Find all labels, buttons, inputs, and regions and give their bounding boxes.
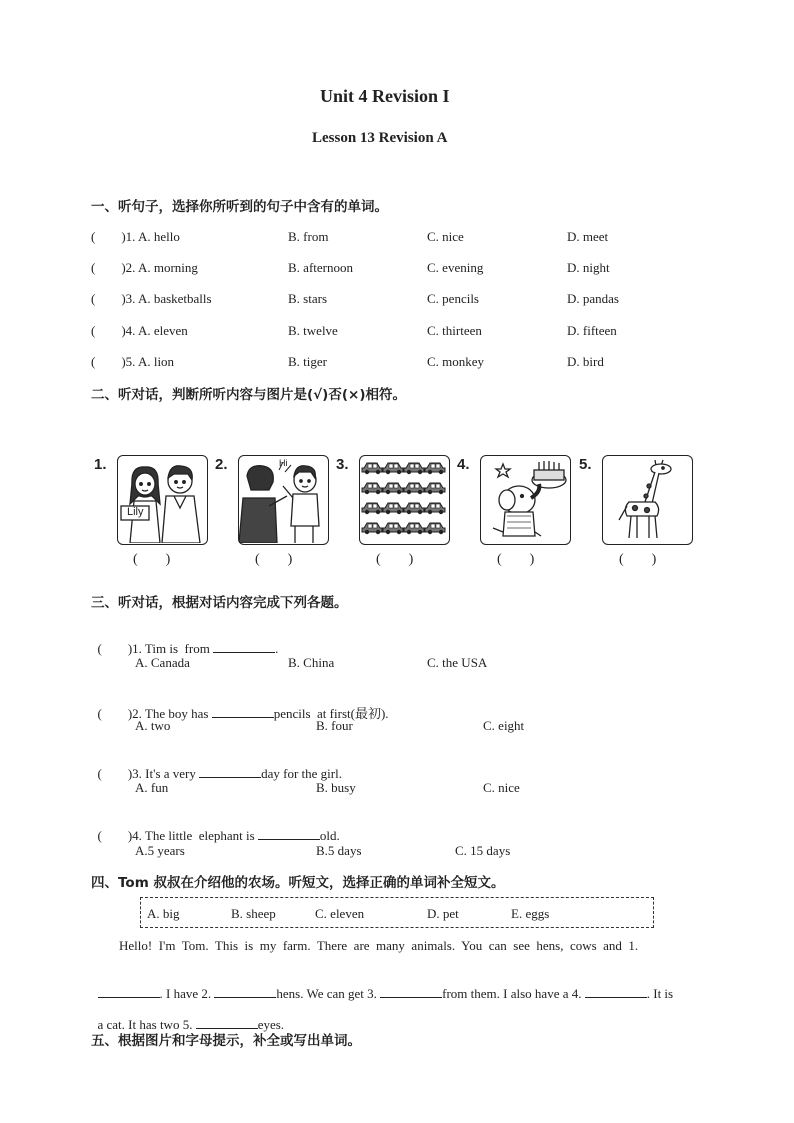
s1-q4-option-b: B. twelve [288, 323, 338, 338]
s1-q4-stem: ( )4. A. eleven [91, 323, 188, 338]
s3-q2-option-c: C. eight [483, 718, 525, 733]
passage-text-4: from them. I also have a 4. [442, 986, 585, 1001]
s1-q5-stem: ( )5. A. lion [91, 354, 175, 369]
section-1-heading: 一、听句子，选择你所听到的句子中含有的单词。 [91, 199, 388, 215]
section-3-heading: 三、听对话，根据对话内容完成下列各题。 [91, 595, 348, 611]
s3-question-4 [91, 811, 340, 844]
s3-question-3 [91, 749, 342, 782]
s3-q1-option-b: B. China [288, 655, 335, 670]
picture-4-number: 4. [457, 456, 470, 473]
s3-q3-stem-end: day for the girl. [261, 766, 342, 781]
s3-q2-option-b: B. four [316, 718, 353, 733]
s3-q1-option-a: A. Canada [135, 655, 190, 670]
picture-5 [602, 455, 693, 545]
s3-q3-option-b: B. busy [316, 780, 356, 795]
picture-2 [238, 455, 329, 545]
passage-line-2 [91, 969, 673, 1002]
s3-q2-stem: ( )2. The boy has [97, 706, 212, 721]
passage-blank-1[interactable] [98, 985, 160, 998]
passage-line-1: Hello! I'm Tom. This is my farm. There are many animals. You can see hens, cows and 1. [119, 938, 639, 953]
s3-q1-stem-end: . [275, 641, 279, 656]
s1-q1-option-d: D. meet [567, 229, 609, 244]
s1-q5-option-d: D. bird [567, 354, 604, 369]
word-bank-a: A. big [147, 906, 180, 921]
s3-q1-blank[interactable] [213, 640, 275, 653]
s3-question-1 [91, 624, 278, 657]
s1-q1-stem: ( )1. A. hello [91, 229, 180, 244]
giraffe-icon [603, 456, 691, 543]
picture-4-answer-paren: ( ) [497, 552, 535, 567]
s1-q2-option-c: C. evening [427, 260, 484, 275]
passage-blank-2[interactable] [214, 985, 276, 998]
s3-q1-option-c: C. the USA [427, 655, 488, 670]
picture-1-answer-paren: ( ) [133, 552, 171, 567]
s3-q3-option-c: C. nice [483, 780, 520, 795]
s1-q2-stem: ( )2. A. morning [91, 260, 198, 275]
s3-q4-option-a: A.5 years [135, 843, 185, 858]
word-bank-e: E. eggs [511, 906, 550, 921]
s1-q5-option-c: C. monkey [427, 354, 485, 369]
s1-q1-option-c: C. nice [427, 229, 464, 244]
s3-q2-stem-end: pencils at first(最初). [273, 706, 389, 721]
word-bank-d: D. pet [427, 906, 459, 921]
s1-q1-option-b: B. from [288, 229, 329, 244]
picture-2-answer-paren: ( ) [255, 552, 293, 567]
word-bank-c: C. eleven [315, 906, 365, 921]
s3-q2-blank[interactable] [212, 705, 274, 718]
passage-text-2: . I have 2. [159, 986, 215, 1001]
s3-q4-option-b: B.5 days [316, 843, 362, 858]
section-5-heading: 五、根据图片和字母提示，补全或写出单词。 [91, 1033, 361, 1049]
man-and-boy-greeting-icon [239, 456, 327, 543]
two-children-lily-sign-icon [118, 456, 206, 543]
picture-1-number: 1. [94, 456, 107, 473]
passage-text-5: . It is [646, 986, 674, 1001]
word-bank-b: B. sheep [231, 906, 276, 921]
s3-q4-stem-end: old. [319, 828, 340, 843]
picture-5-answer-paren: ( ) [619, 552, 657, 567]
picture-2-number: 2. [215, 456, 228, 473]
picture-3 [359, 455, 450, 545]
section-2-heading: 二、听对话，判断所听内容与图片是(√)否(×)相符。 [91, 387, 406, 403]
s3-q4-stem: ( )4. The little elephant is [97, 828, 258, 843]
passage-blank-3[interactable] [380, 985, 442, 998]
s1-q4-option-d: D. fifteen [567, 323, 617, 338]
s3-q2-option-a: A. two [135, 718, 171, 733]
s1-q3-option-b: B. stars [288, 291, 327, 306]
lesson-subtitle: Lesson 13 Revision A [312, 130, 448, 146]
s3-question-2 [91, 687, 389, 722]
lily-sign-text: Lily [127, 506, 144, 518]
s3-q4-option-c: C. 15 days [455, 843, 511, 858]
s1-q2-option-b: B. afternoon [288, 260, 353, 275]
picture-3-number: 3. [336, 456, 349, 473]
s3-q3-stem: ( )3. It's a very [97, 766, 200, 781]
passage-text-7: eyes. [257, 1017, 285, 1032]
s1-q3-stem: ( )3. A. basketballs [91, 291, 212, 306]
s1-q3-option-d: D. pandas [567, 291, 619, 306]
passage-blank-5[interactable] [196, 1016, 258, 1029]
passage-text-3: hens. We can get 3. [276, 986, 381, 1001]
hi-speech-text: Hi [279, 458, 288, 468]
picture-5-number: 5. [579, 456, 592, 473]
s1-q4-option-c: C. thirteen [427, 323, 482, 338]
s3-q4-blank[interactable] [258, 827, 320, 840]
section-4-heading: 四、Tom 叔叔在介绍他的农场。听短文，选择正确的单词补全短文。 [91, 875, 505, 891]
picture-3-answer-paren: ( ) [376, 552, 414, 567]
s1-q5-option-b: B. tiger [288, 354, 327, 369]
picture-1 [117, 455, 208, 545]
word-bank-box [140, 897, 654, 928]
s3-q1-stem: ( )1. Tim is from [97, 641, 214, 656]
s1-q2-option-d: D. night [567, 260, 610, 275]
s3-q3-option-a: A. fun [135, 780, 169, 795]
twelve-cars-icon [360, 456, 448, 543]
elephant-with-cake-icon [481, 456, 569, 543]
passage-text-6: a cat. It has two 5. [97, 1017, 196, 1032]
passage-blank-4[interactable] [585, 985, 647, 998]
s1-q3-option-c: C. pencils [427, 291, 479, 306]
s3-q3-blank[interactable] [199, 765, 261, 778]
picture-4 [480, 455, 571, 545]
page-title: Unit 4 Revision I [320, 86, 450, 106]
